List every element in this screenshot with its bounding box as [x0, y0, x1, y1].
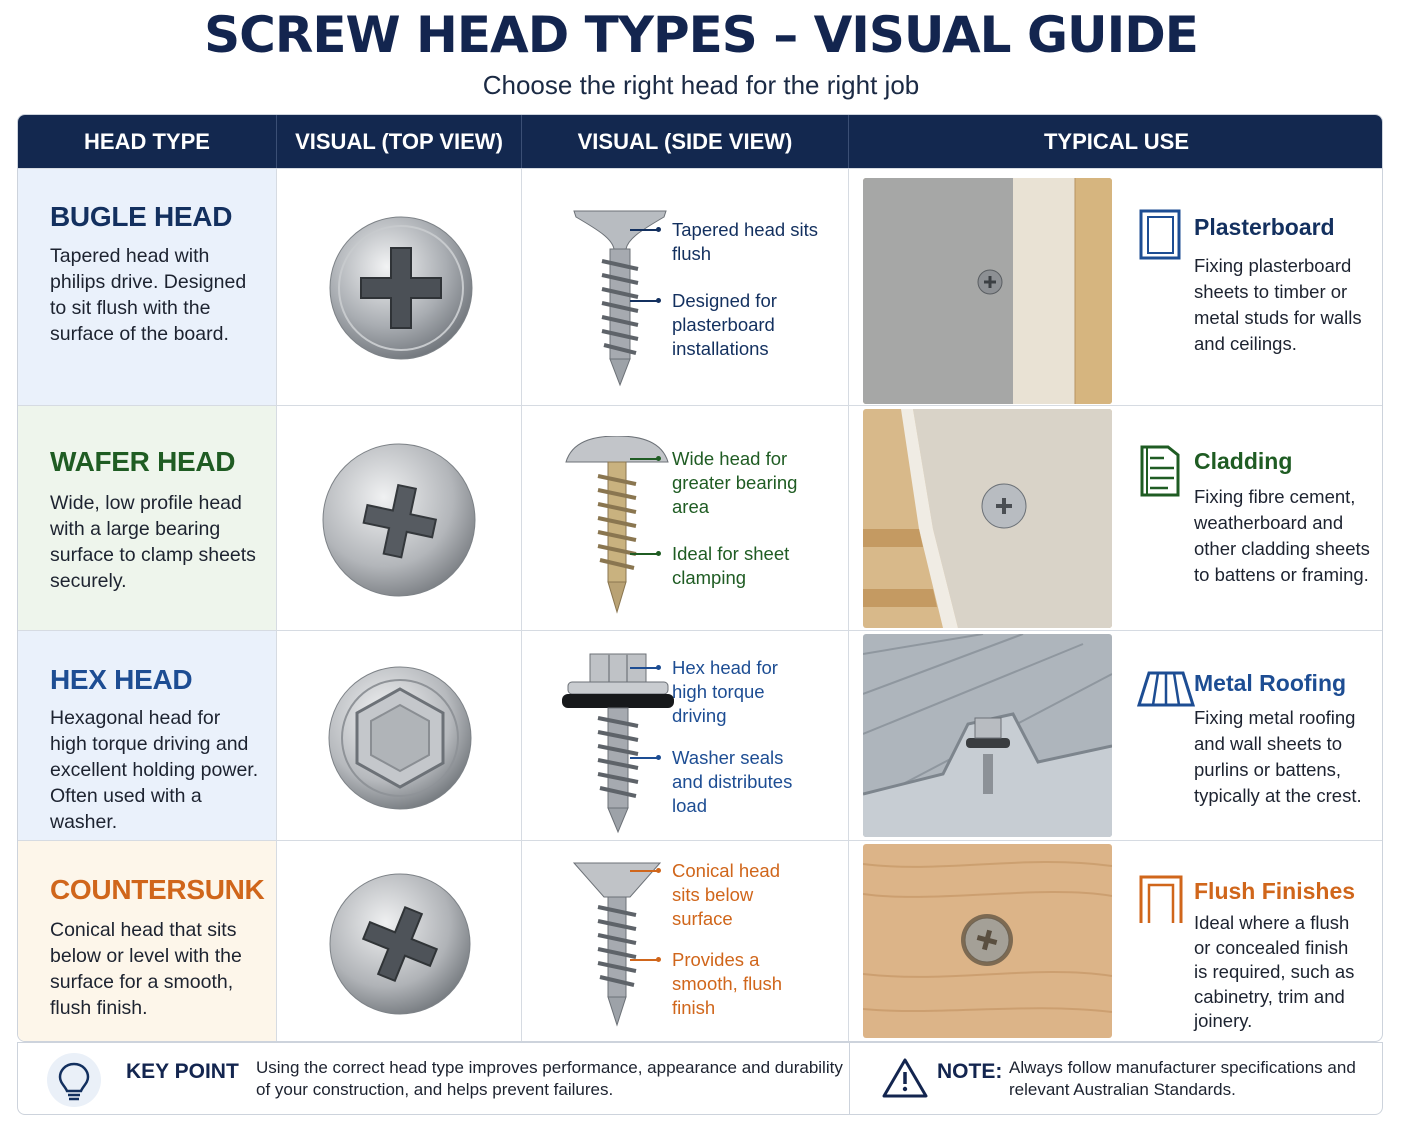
countersunk-screw-side-view-image: [572, 861, 662, 1027]
table-header: [18, 115, 1383, 168]
use-title: Cladding: [1194, 448, 1293, 474]
warning-icon: [882, 1057, 928, 1099]
door-panel-icon: [1139, 209, 1183, 261]
callout-text: Conical head sits below surface: [672, 860, 780, 929]
note-label: NOTE:: [937, 1060, 1003, 1083]
wafer-head-top-view-image: [321, 442, 477, 598]
typical-use-cell: [849, 406, 1383, 630]
cladding-icon: [1139, 444, 1183, 498]
typical-use-cell: [849, 169, 1383, 405]
callout-text: Hex head for high torque driving: [672, 657, 778, 726]
head-type-description: Tapered head with philips drive. Designed to sit flush with the surface of the board.: [50, 245, 247, 345]
callout-text: Ideal for sheet clamping: [672, 543, 790, 588]
column-header-head-type: HEAD TYPE: [18, 115, 277, 168]
table-row-hex: [18, 630, 1383, 840]
flush-finish-photo: [863, 844, 1112, 1038]
key-point-panel: [17, 1042, 850, 1115]
head-type-cell: [18, 841, 277, 1042]
callout-text: Wide head for greater bearing area: [672, 448, 798, 517]
use-title: Plasterboard: [1194, 214, 1335, 240]
head-type-cell: [18, 631, 277, 840]
page-title: SCREW HEAD TYPES – VISUAL GUIDE: [204, 6, 1198, 64]
column-header-typical-use: TYPICAL USE: [1043, 129, 1190, 154]
head-type-description: Conical head that sits below or level with the surface for a smooth, flush finish.: [50, 919, 242, 1019]
top-view-cell: [277, 631, 522, 840]
note-text: Always follow manufacturer specifications and relevant Australian Standards.: [1009, 1058, 1356, 1099]
cladding-photo: [863, 409, 1112, 628]
callout: [672, 948, 792, 1020]
side-view-cell: [522, 841, 849, 1042]
use-description: Fixing metal roofing and wall sheets to purlins or battens, typically at the crest.: [1194, 707, 1362, 806]
callout: [672, 656, 802, 728]
callout: [672, 218, 832, 266]
side-view-cell: [522, 406, 849, 630]
callout-text: Tapered head sits flush: [672, 219, 819, 264]
head-type-name: HEX HEAD: [50, 664, 193, 695]
callout-text: Designed for plasterboard installations: [672, 290, 777, 359]
use-title: Flush Finishes: [1194, 878, 1356, 904]
table-row-bugle: [18, 168, 1383, 405]
head-type-cell: [18, 169, 277, 405]
wafer-screw-side-view-image: [562, 436, 672, 616]
bugle-screw-side-view-image: [570, 209, 670, 387]
callout: [672, 447, 802, 519]
page-subtitle: Choose the right head for the right job: [482, 70, 920, 100]
screw-head-table: [17, 114, 1383, 1042]
callout: [672, 746, 802, 818]
countersunk-head-top-view-image: [328, 872, 472, 1016]
use-description: Fixing fibre cement, weatherboard and other cladding sheets to battens or framing.: [1194, 486, 1370, 585]
head-type-description: Wide, low profile head with a large bearing surface to clamp sheets securely.: [50, 492, 256, 592]
metal-roofing-photo: [863, 634, 1112, 837]
typical-use-cell: [849, 631, 1383, 840]
hex-head-top-view-image: [327, 665, 473, 811]
typical-use-cell: [849, 841, 1383, 1042]
head-type-name: COUNTERSUNK: [50, 874, 265, 905]
top-view-cell: [277, 841, 522, 1042]
bugle-head-top-view-image: [328, 215, 474, 361]
plasterboard-photo: [863, 178, 1112, 404]
use-title: Metal Roofing: [1194, 670, 1347, 696]
column-header-top-view: VISUAL (TOP VIEW): [277, 115, 522, 168]
callout-text: Provides a smooth, flush finish: [672, 949, 783, 1018]
key-point-label: KEY POINT: [126, 1060, 239, 1083]
lightbulb-icon: [46, 1052, 102, 1108]
callout: [672, 859, 792, 931]
top-view-cell: [277, 406, 522, 630]
table-row-wafer: [18, 405, 1383, 630]
callout: [672, 542, 802, 590]
column-header-side-view: VISUAL (SIDE VIEW): [522, 115, 849, 168]
head-type-cell: [18, 406, 277, 630]
roof-icon: [1137, 671, 1195, 707]
head-type-name: BUGLE HEAD: [50, 201, 233, 232]
side-view-cell: [522, 169, 849, 405]
use-description: Fixing plasterboard sheets to timber or metal studs for walls and ceilings.: [1194, 255, 1362, 354]
callout: [672, 289, 802, 361]
side-view-cell: [522, 631, 849, 840]
use-description: Ideal where a flush or concealed finish is required, such as cabinetry, trim and joinery.: [1194, 912, 1355, 1031]
hex-screw-side-view-image: [560, 650, 676, 834]
head-type-description: Hexagonal head for high torque driving and excellent holding power. Often used with a washer.: [50, 707, 259, 833]
key-point-text: Using the correct head type improves performance, appearance and durability of your construction, and helps prevent failures.: [256, 1058, 843, 1099]
head-type-name: WAFER HEAD: [50, 446, 236, 477]
door-frame-icon: [1139, 875, 1183, 925]
table-row-countersunk: [18, 840, 1383, 1042]
top-view-cell: [277, 169, 522, 405]
note-panel: [849, 1042, 1383, 1115]
callout-text: Washer seals and distributes load: [672, 747, 793, 816]
